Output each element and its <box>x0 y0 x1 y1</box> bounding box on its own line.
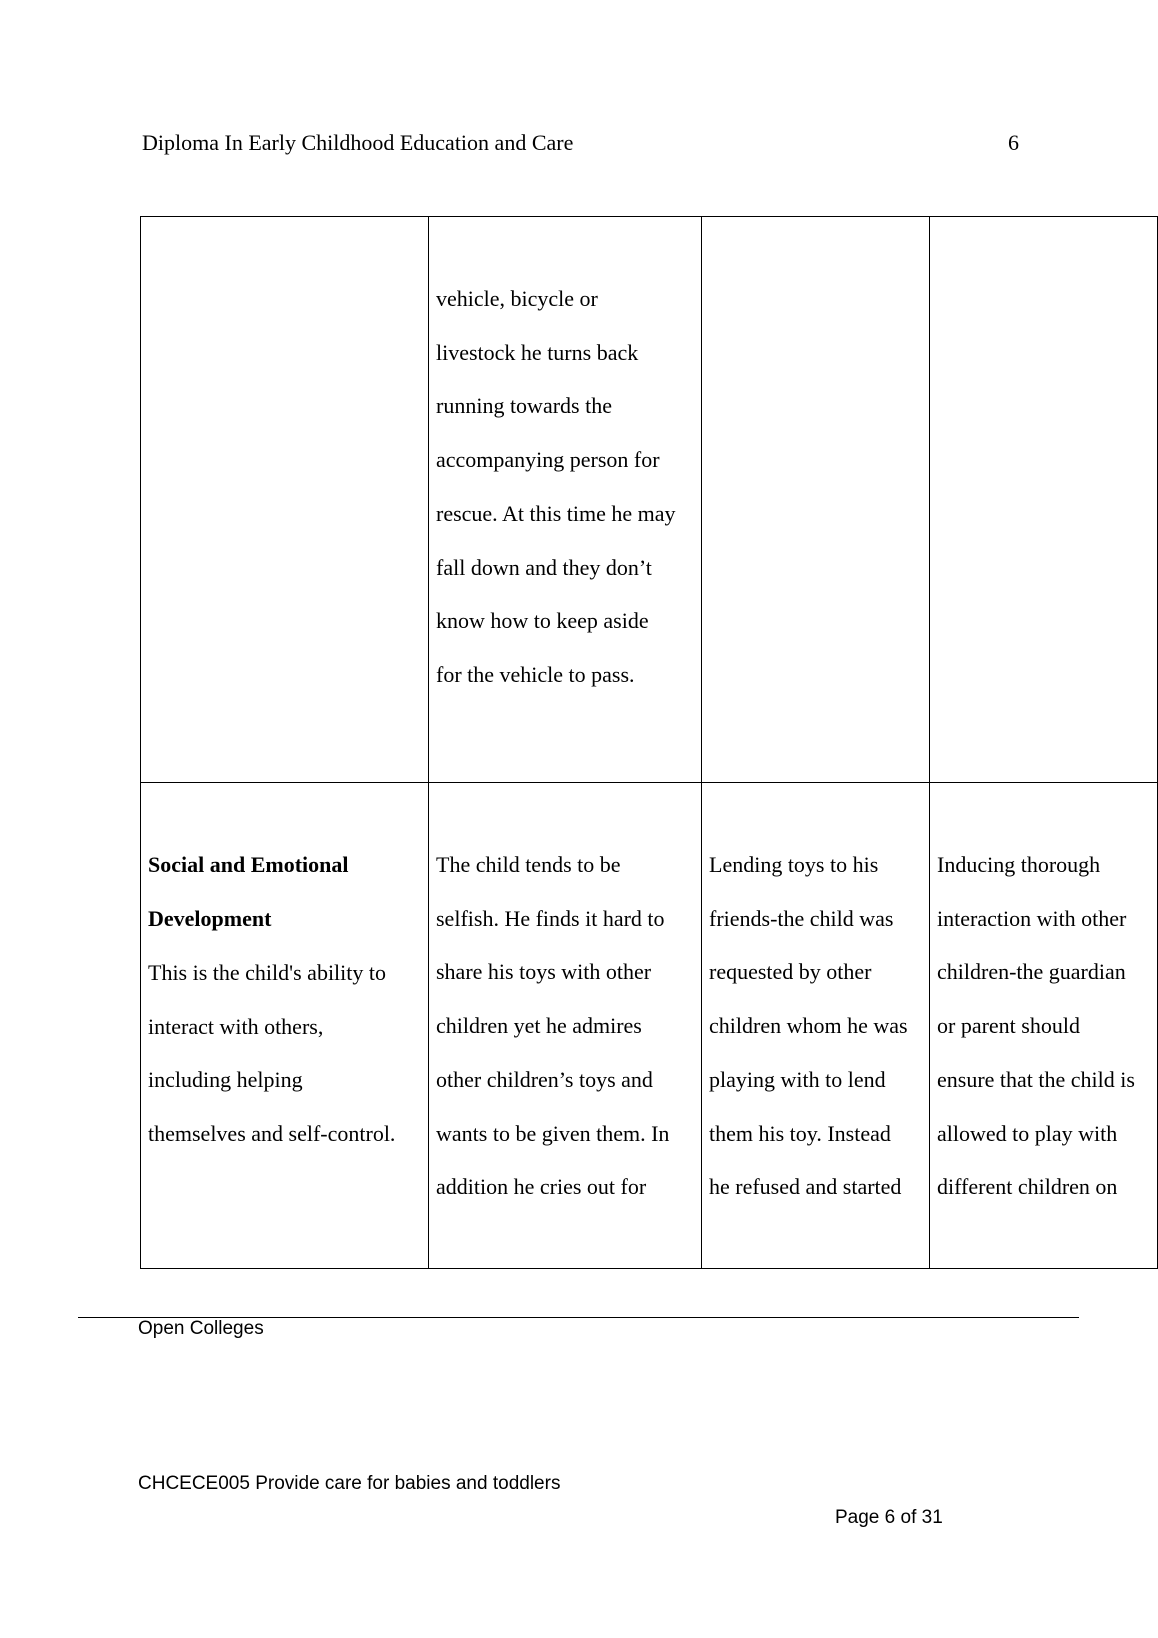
header-page-number: 6 <box>1008 130 1019 155</box>
row1-col2-text: vehicle, bicycle or livestock he turns back running towards the accompanying person for rescue. At this time he may fall down and they don’t know how to keep aside for the vehicle to pass. <box>436 286 676 687</box>
table-row-divider <box>140 782 1158 783</box>
row2-strategy-text: Inducing thorough interaction with other children-the guardian or parent should ensure that the child is allowed to play with different children on <box>937 852 1135 1200</box>
footer-page-indicator: Page 6 of 31 <box>835 1507 943 1528</box>
table-divider-col1 <box>428 216 429 1269</box>
table-divider-col3 <box>929 216 930 1269</box>
row2-example-text: Lending toys to his friends-the child was requested by other children whom he was playing with to lend them his toy. Instead he refused and started <box>709 852 908 1200</box>
table-divider-col2 <box>701 216 702 1269</box>
table-border-top <box>140 216 1158 217</box>
development-table <box>140 216 1158 1269</box>
table-border-left <box>140 216 141 1269</box>
footer-course-title: CHCECE005 Provide care for babies and toddlers <box>138 1473 561 1494</box>
table-border-bottom <box>140 1268 1158 1269</box>
row2-domain-heading: Social and Emotional Development <box>148 852 349 931</box>
row2-domain-description: This is the child's ability to interact with others, including helping themselves and self-control. <box>148 960 396 1147</box>
footer-organization: Open Colleges <box>138 1318 264 1339</box>
row2-observation-text: The child tends to be selfish. He finds it hard to share his toys with other children yet he admires other children’s toys and wants to be given them. In addition he cries out for <box>436 852 670 1200</box>
document-title: Diploma In Early Childhood Education and Care <box>142 130 574 155</box>
